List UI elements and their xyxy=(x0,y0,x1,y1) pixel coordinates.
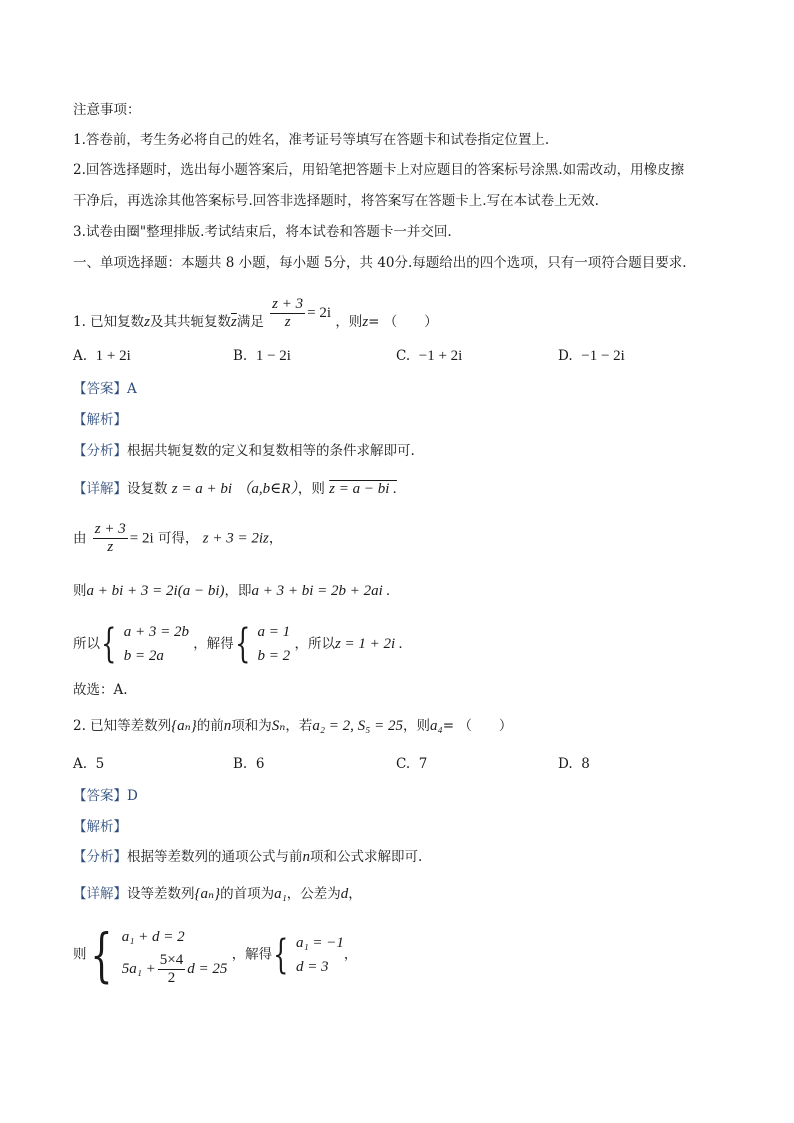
q1-system-line: 所以{ a + 3 = 2b b = 2a ，解得{ a = 1 b = 2 ，所以z = 1 + 2i . xyxy=(73,621,403,667)
q1-frac-rhs: = 2i xyxy=(307,305,332,321)
q2-answer: 【答案】D xyxy=(73,788,138,804)
q1-fraction xyxy=(270,296,305,331)
q1-from-fraction: $\frac{z + 3}{z}$ xyxy=(94,521,126,555)
notice-heading: 注意事项： xyxy=(73,102,141,118)
brace-icon: { xyxy=(101,621,117,667)
q2-option-b: B. 6 xyxy=(233,756,265,772)
notice-item-2-cont: 干净后，再选涂其他答案标号.回答非选择题时，将答案写在答题卡上.写在本试卷上无效. xyxy=(73,193,599,209)
q1-option-a: A. 1 + 2i xyxy=(73,348,131,364)
q1-system-1: a + 3 = 2b b = 2a xyxy=(123,624,189,664)
q1-option-d: D. −1 − 2i xyxy=(558,348,625,364)
q2-analysis-title: 【解析】 xyxy=(73,819,127,835)
notice-item-1: 1.答卷前，考生务必将自己的姓名，准考证号等填写在答题卡和试卷指定位置上. xyxy=(73,132,550,148)
brace-icon: { xyxy=(89,920,113,989)
q1-analysis: 【分析】根据共轭复数的定义和复数相等的条件求解即可. xyxy=(73,443,415,459)
notice-item-2: 2.回答选择题时，选出每小题答案后，用铅笔把答题卡上对应题目的答案标号涂黑.如需改动，用橡皮擦 xyxy=(73,162,685,178)
q2-detail: 【详解】设等差数列{aₙ}的首项为a₁，公差为d， xyxy=(73,886,362,902)
q1-detail: 【详解】设复数 z = a + bi （a,b∈R），则 z = a − bi . xyxy=(73,481,397,497)
q1-stem-a: 1. 已知复数 xyxy=(73,313,145,330)
q1-stem xyxy=(73,296,438,331)
q1-then-line: 则a + bi + 3 = 2i(a − bi)，即a + 3 + bi = 2b + 2ai . xyxy=(73,583,391,599)
q2-option-c: C. 7 xyxy=(396,756,428,772)
q1-stem-d: ，则 xyxy=(335,313,363,330)
q1-analysis-title: 【解析】 xyxy=(73,412,127,428)
q1-frac-den: z xyxy=(284,314,291,330)
q1-choose: 故选：A. xyxy=(73,682,128,698)
q2-system-line: 则{ a₁ + d = 2 5a₁ + $\frac{5\times 4}{2}$ d = 25 ，解得{ a₁ = −1 d = 3 ， xyxy=(73,920,358,989)
q2-option-d: D. 8 xyxy=(558,756,590,772)
brace-icon: { xyxy=(273,931,289,978)
section-heading: 一、单项选择题：本题共 8 小题，每小题 5分，共 40分.每题给出的四个选项，只有一项符合题目要求. xyxy=(73,255,687,271)
q1-option-c: C. −1 + 2i xyxy=(396,348,463,364)
q2-stem: 2. 已知等差数列{aₙ}的前n项和为Sₙ，若a₂ = 2, S₅ = 25，则a₄= （ ） xyxy=(73,718,513,734)
q1-system-2: a = 1 b = 2 xyxy=(257,624,291,664)
q2-system-2: a₁ = −1 d = 3 xyxy=(295,934,344,975)
q1-from-line: 由 $\frac{z + 3}{z}$ = 2i 可得， z + 3 = 2iz， xyxy=(73,521,283,555)
brace-icon: { xyxy=(234,621,251,667)
q2-option-a: A. 5 xyxy=(73,756,105,772)
q2-system-1: a₁ + d = 2 5a₁ + $\frac{5\times 4}{2}$ d = 25 xyxy=(121,929,228,986)
q2-analysis: 【分析】根据等差数列的通项公式与前n项和公式求解即可. xyxy=(73,849,423,865)
notice-item-3: 3.试卷由圈"整理排版.考试结束后，将本试卷和答题卡一并交回. xyxy=(73,224,452,240)
q1-stem-b: 及其共轭复数 xyxy=(150,313,232,330)
q1-stem-e: = （ ） xyxy=(368,313,438,330)
q1-frac-num: z + 3 xyxy=(272,296,304,312)
q1-var-zbar: $\overline{z}$ xyxy=(231,313,237,330)
q1-option-b: B. 1 − 2i xyxy=(233,348,291,364)
q1-stem-c: 满足 xyxy=(236,313,264,330)
q1-var-z: z xyxy=(144,313,151,330)
q1-var-z2: z xyxy=(362,313,369,330)
q1-answer: 【答案】A xyxy=(73,381,137,397)
